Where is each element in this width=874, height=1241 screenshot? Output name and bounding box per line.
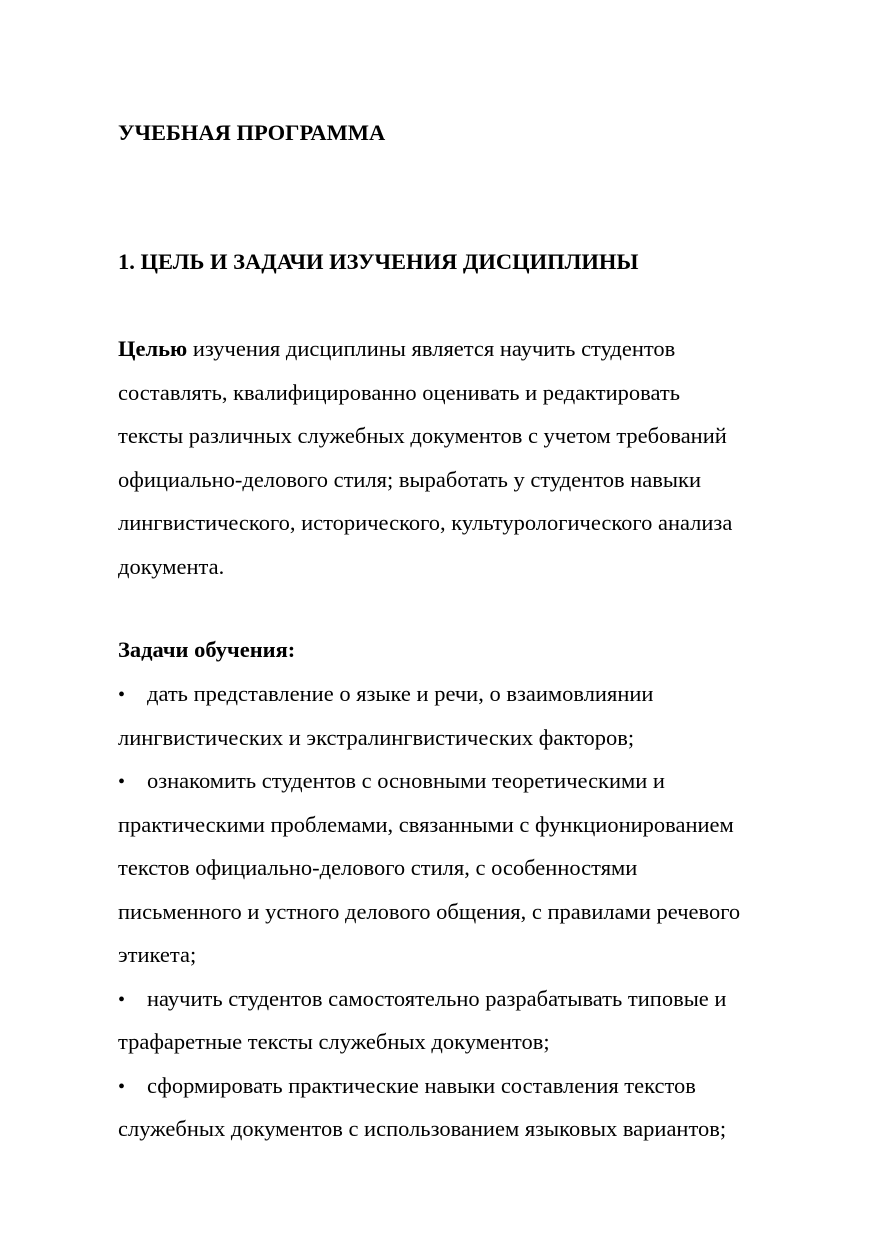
tasks-heading: Задачи обучения: [118,637,296,662]
bullet-icon: • [118,988,126,1011]
task-item [118,672,838,759]
document-title: УЧЕБНАЯ ПРОГРАММА [118,120,386,145]
bullet-icon: • [118,771,126,793]
task-line: этикета; [118,942,197,967]
task-item [118,1064,838,1151]
intro-line: лингвистического, исторического, культурологического анализа [118,510,733,535]
task-line [118,977,838,1021]
bullet-icon: • [118,1075,126,1098]
intro-line: составлять, квалифицированно оценивать и редактировать [118,379,680,405]
task-line: текстов официально-делового стиля, с особенностями [118,855,638,880]
task-line [118,1064,838,1108]
task-line: служебных документов с использованием языковых вариантов; [118,1116,727,1141]
intro-lead-word: Целью [118,336,188,361]
intro-line-text: изучения дисциплины является научить студентов [187,336,676,361]
task-line-text: научить студентов самостоятельно разрабатывать типовые и [147,985,727,1011]
task-line: лингвистических и экстралингвистических факторов; [118,724,635,750]
task-line: практическими проблемами, связанными с функционированием [118,811,734,837]
tasks-list [118,672,838,1151]
intro-line: тексты различных служебных документов с учетом требований [118,423,727,448]
task-line-text: дать представление о языке и речи, о взаимовлиянии [147,681,654,706]
bullet-icon: • [118,684,126,706]
task-line: письменного и устного делового общения, с правилами речевого [118,898,741,924]
task-line [118,672,838,716]
intro-paragraph [118,327,838,588]
task-item [118,759,838,977]
task-line: трафаретные тексты служебных документов; [118,1029,550,1054]
task-line [118,759,838,803]
task-line-text: ознакомить студентов с основными теоретическими и [147,768,665,793]
task-line-text: сформировать практические навыки составления текстов [147,1072,696,1098]
intro-line: документа. [118,553,225,579]
intro-line [118,327,838,371]
section-heading: 1. ЦЕЛЬ И ЗАДАЧИ ИЗУЧЕНИЯ ДИСЦИПЛИНЫ [118,249,639,274]
intro-line: официально-делового стиля; выработать у студентов навыки [118,466,701,492]
task-item [118,977,838,1064]
